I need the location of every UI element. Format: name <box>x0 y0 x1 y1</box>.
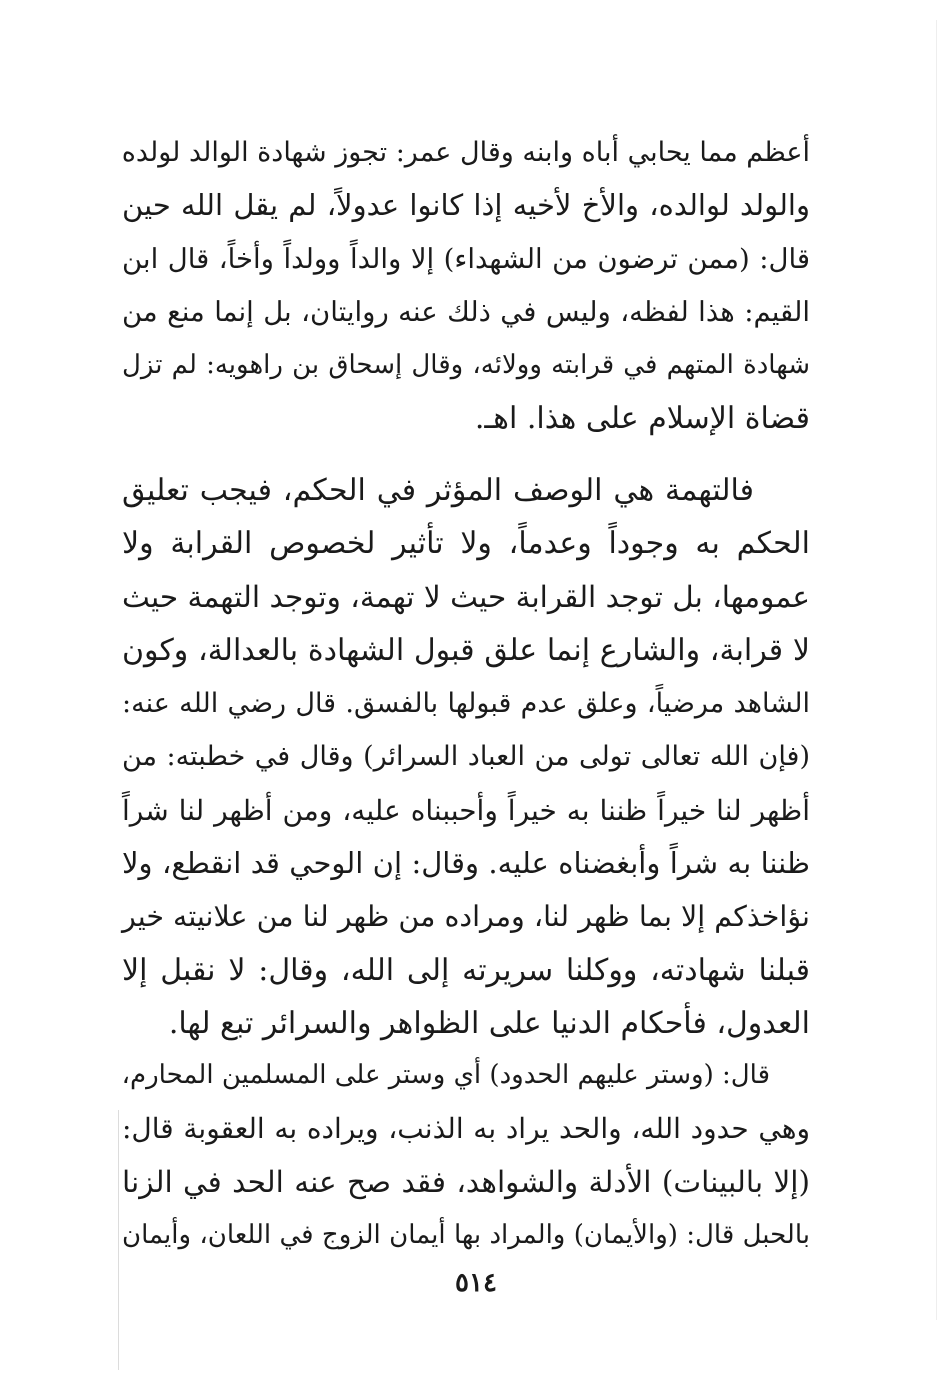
text-line: القيم: هذا لفظه، وليس في ذلك عنه روايتان، بل إنما منع من <box>122 295 810 328</box>
paragraph-2 <box>122 464 810 1050</box>
text-line: فالتهمة هي الوصف المؤثر في الحكم، فيجب تعليق <box>122 473 754 508</box>
text-line: الحكم به وجوداً وعدماً، ولا تأثير لخصوص القرابة ولا <box>122 526 810 562</box>
text-line: أظهر لنا خيراً ظننا به خيراً وأحببناه عليه، ومن أظهر لنا شراً <box>122 793 810 827</box>
text-line: (إلا بالبينات) الأدلة والشواهد، فقد صح عنه الحد في الزنا <box>122 1164 810 1199</box>
text-line: قبلنا شهادته، ووكلنا سريرته إلى الله، وقال: لا نقبل إلا <box>122 952 810 988</box>
text-line: بالحبل قال: (والأيمان) والمراد بها أيمان الزوج في اللعان، وأيمان <box>122 1219 810 1250</box>
text-line: أعظم مما يحابي أباه وابنه وقال عمر: تجوز شهادة الوالد لولده <box>121 137 810 168</box>
text-line: وهي حدود الله، والحد يراد به الذنب، ويراده به العقوبة قال: <box>122 1112 810 1146</box>
text-line: (فإن الله تعالى تولى من العباد السرائر) وقال في خطبته: من <box>122 741 810 773</box>
text-line: الشاهد مرضياً، وعلق عدم قبولها بالفسق. قال رضي الله عنه: <box>122 688 810 720</box>
text-line: عمومها، بل توجد القرابة حيث لا تهمة، وتوجد التهمة حيث <box>122 579 810 614</box>
text-line: لا قرابة، والشارع إنما علق قبول الشهادة بالعدالة، وكون <box>122 632 810 668</box>
scan-edge-mark <box>936 20 937 1320</box>
text-line: نؤاخذكم إلا بما ظهر لنا، ومراده من ظهر لنا من علانيته خير <box>122 900 810 934</box>
paragraph-3 <box>122 1049 810 1262</box>
scan-edge-mark <box>118 1110 119 1370</box>
text-line: قضاة الإسلام على هذا. اهـ. <box>474 401 810 437</box>
text-line: شهادة المتهم في قرابته وولائه، وقال إسحاق بن راهويه: لم تزل <box>122 350 810 381</box>
text-line: والولد لوالده، والأخ لأخيه إذا كانوا عدولاً، لم يقل الله حين <box>122 188 810 223</box>
text-line: ظننا به شراً وأبغضناه عليه. وقال: إن الوحي قد انقطع، ولا <box>122 846 810 881</box>
text-line: العدول، فأحكام الدنيا على الظواهر والسرائر تبع لها. <box>168 1005 810 1041</box>
page-number: ٥١٤ <box>455 1268 497 1298</box>
text-line: قال: (ممن ترضون من الشهداء) إلا والداً وولداً وأخاً، قال ابن <box>122 242 810 275</box>
paragraph-1 <box>122 126 810 446</box>
text-line: قال: (وستر عليهم الحدود) أي وستر على المسلمين المحارم، <box>121 1060 770 1090</box>
